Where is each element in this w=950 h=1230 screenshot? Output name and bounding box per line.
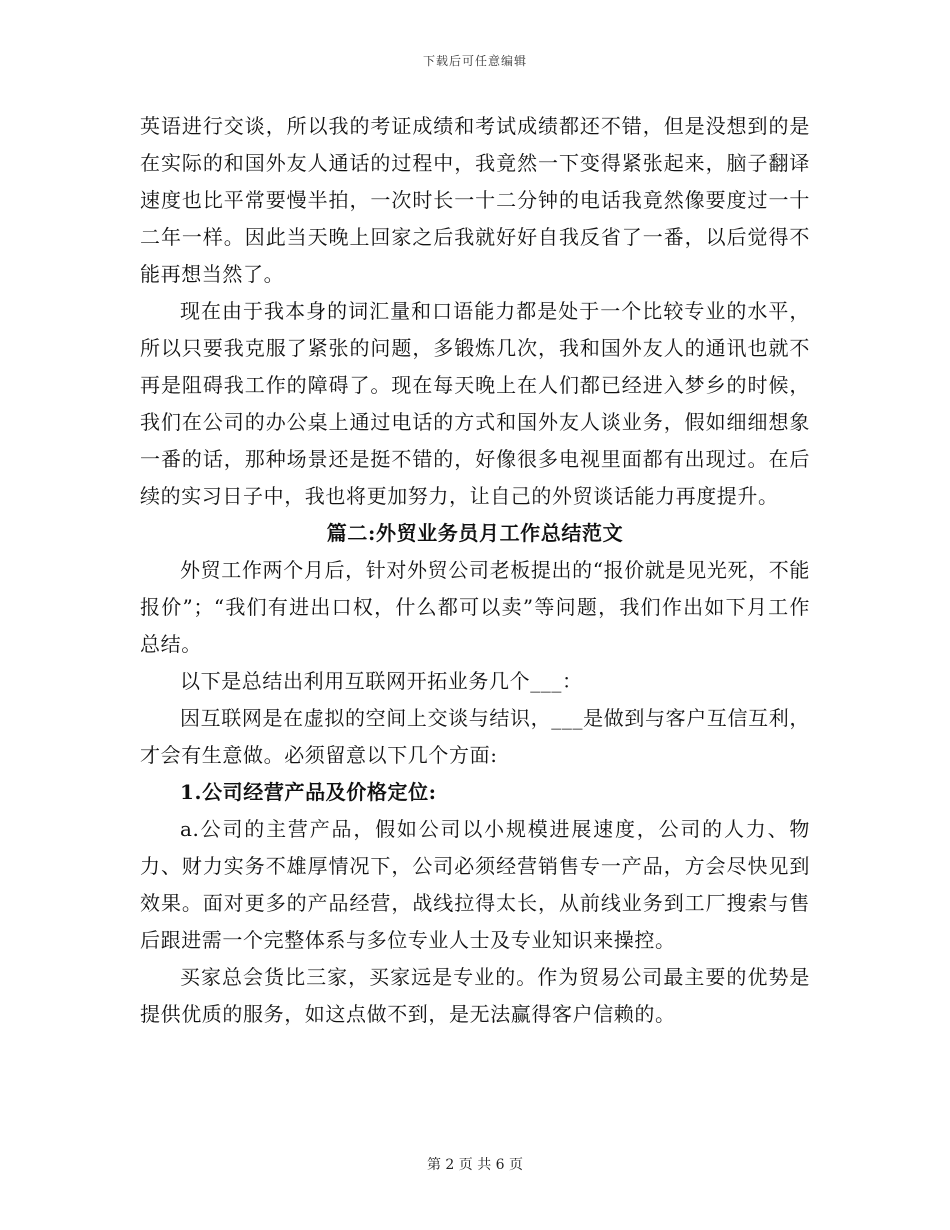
section-title: 篇二:外贸业务员月工作总结范文 bbox=[326, 521, 624, 545]
paragraph: 英语进行交谈，所以我的考证成绩和考试成绩都还不错，但是没想到的是在实际的和国外友人通话的过程中，我竟然一下变得紧张起来，脑子翻译速度也比平常要慢半拍，一次时长一十二分钟的电话我竟然像要度过一十二年一样。因此当天晚上回家之后我就好好自我反省了一番，以后觉得不能再想当然了。 bbox=[140, 114, 810, 286]
paragraph: a.公司的主营产品，假如公司以小规模进展速度，公司的人力、物力、财力实务不雄厚情况下，公司必须经营销售专一产品，方会尽快见到效果。面对更多的产品经营，战线拉得太长，从前线业务到工厂搜索与售后跟进需一个完整体系与多位专业人士及专业知识来操控。 bbox=[140, 817, 810, 952]
paragraph: 现在由于我本身的词汇量和口语能力都是处于一个比较专业的水平，所以只要我克服了紧张的问题，多锻炼几次，我和国外友人的通讯也就不再是阻碍我工作的障碍了。现在每天晚上在人们都已经进入梦乡的时候，我们在公司的办公桌上通过电话的方式和国外友人谈业务，假如细细想象一番的话，那种场景还是挺不错的，好像很多电视里面都有出现过。在后续的实习日子中，我也将更加努力，让自己的外贸谈话能力再度提升。 bbox=[140, 299, 810, 508]
paragraph: 买家总会货比三家，买家远是专业的。作为贸易公司最主要的优势是提供优质的服务，如这点做不到，是无法赢得客户信赖的。 bbox=[140, 965, 810, 1026]
page-header: 下载后可任意编辑 bbox=[422, 54, 527, 68]
document-body bbox=[140, 108, 810, 1033]
paragraph: 因互联网是在虚拟的空间上交谈与结识，___是做到与客户互信互利，才会有生意做。必须留意以下几个方面: bbox=[140, 706, 810, 767]
sub-heading: 1.公司经营产品及价格定位: bbox=[180, 780, 437, 804]
page-number: 第 2 页 共 6 页 bbox=[426, 1157, 524, 1173]
paragraph: 以下是总结出利用互联网开拓业务几个___： bbox=[180, 669, 583, 693]
paragraph: 外贸工作两个月后，针对外贸公司老板提出的“报价就是见光死，不能报价”；“我们有进出口权，什么都可以卖”等问题，我们作出如下月工作总结。 bbox=[140, 558, 810, 656]
